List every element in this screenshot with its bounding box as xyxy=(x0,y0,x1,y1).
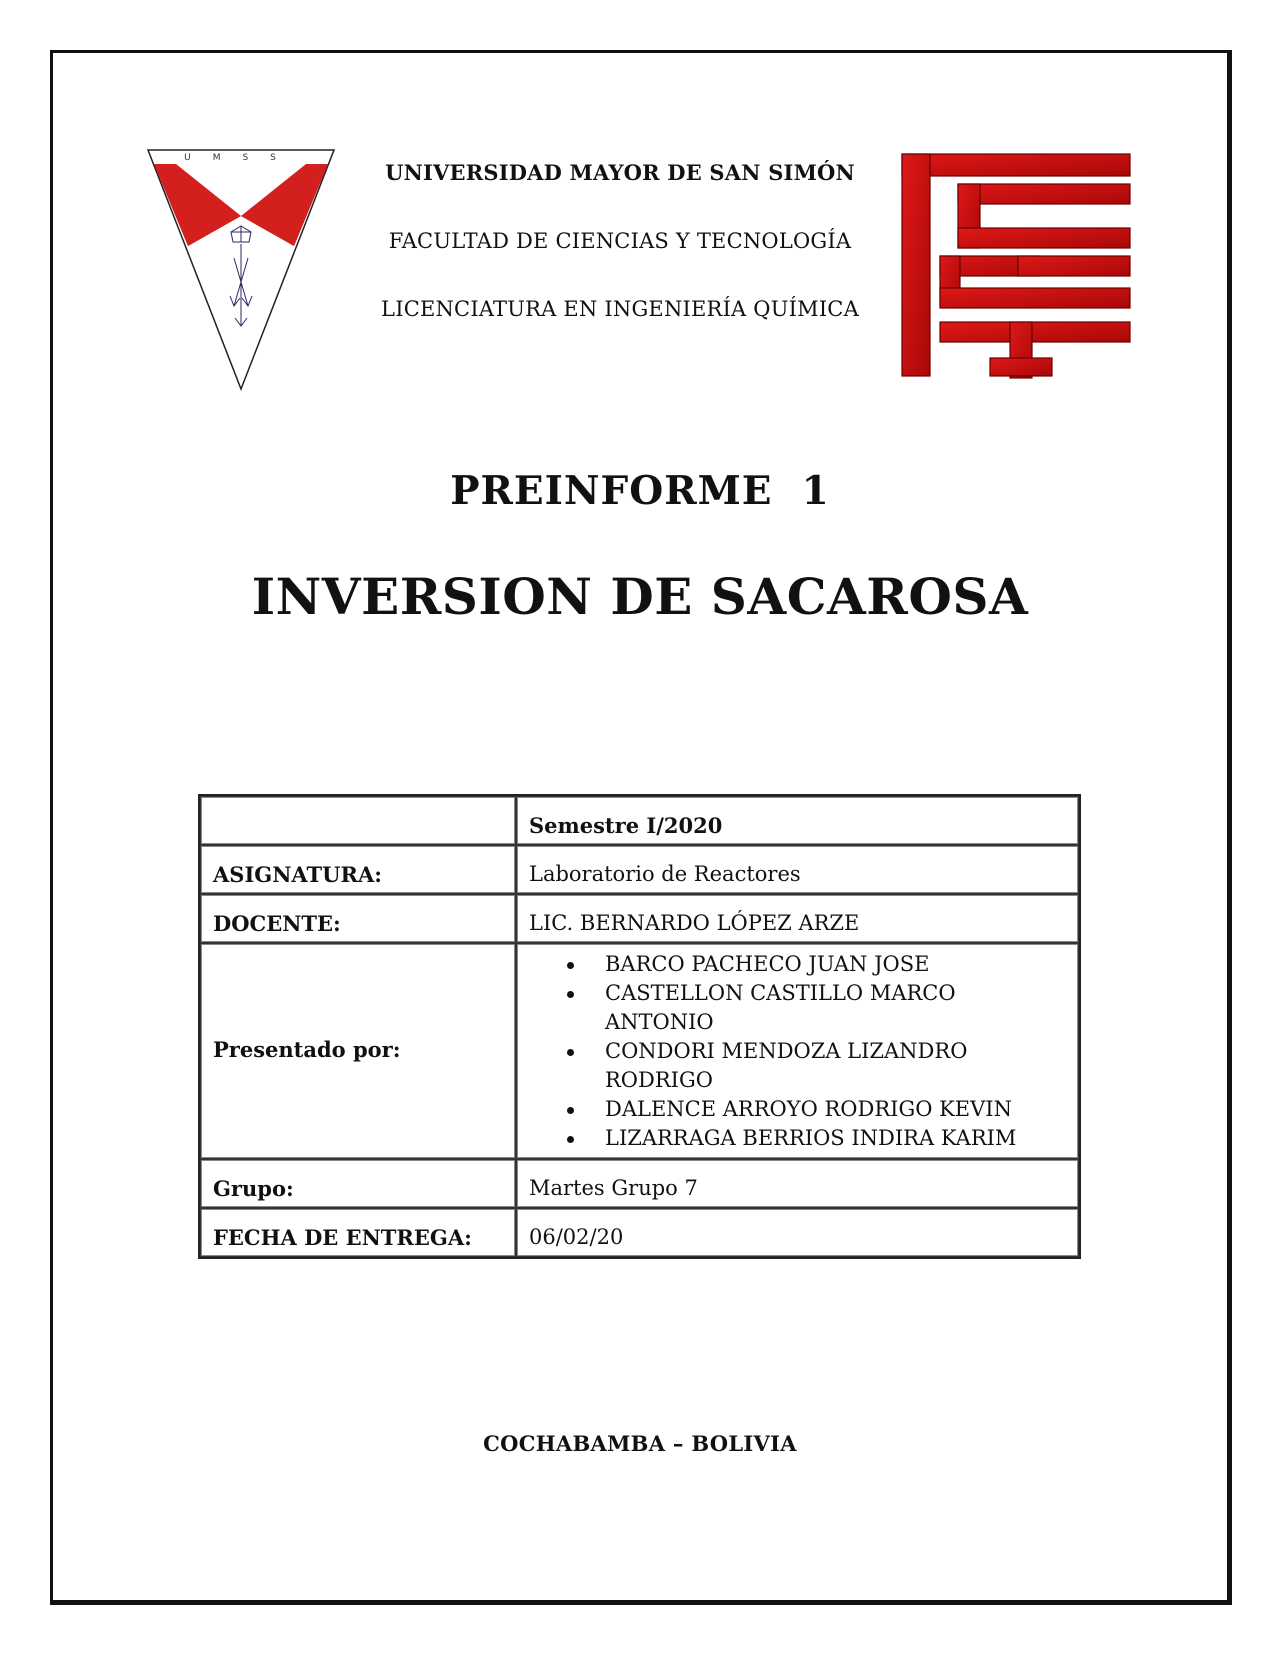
institution-header xyxy=(380,160,860,364)
umss-logo xyxy=(146,146,336,391)
list-item: DALENCE ARROYO RODRIGO KEVIN xyxy=(565,1095,1066,1124)
table-row xyxy=(200,796,1079,845)
table-row xyxy=(200,943,1079,1159)
teacher-value: LIC. BERNARDO LÓPEZ ARZE xyxy=(516,894,1079,943)
date-label: FECHA DE ENTREGA: xyxy=(200,1208,516,1257)
semester-value: Semestre I/2020 xyxy=(516,796,1079,845)
umss-letters: UMSS xyxy=(184,153,298,163)
members-list xyxy=(529,950,1066,1153)
table-row xyxy=(200,845,1079,894)
table-row xyxy=(200,1208,1079,1257)
footer-location: COCHABAMBA – BOLIVIA xyxy=(483,1431,797,1456)
group-value: Martes Grupo 7 xyxy=(516,1159,1079,1208)
faculty-name: FACULTAD DE CIENCIAS Y TECNOLOGÍA xyxy=(388,229,852,253)
list-item: CASTELLON CASTILLO MARCO ANTONIO xyxy=(565,979,1066,1037)
list-item: CONDORI MENDOZA LIZANDRO RODRIGO xyxy=(565,1037,1066,1095)
table-row xyxy=(200,894,1079,943)
fcyt-logo xyxy=(900,152,1133,380)
members-cell xyxy=(516,943,1079,1159)
program-name: LICENCIATURA EN INGENIERÍA QUÍMICA xyxy=(381,297,859,321)
university-name: UNIVERSIDAD MAYOR DE SAN SIMÓN xyxy=(385,160,855,185)
teacher-label: DOCENTE: xyxy=(200,894,516,943)
date-value: 06/02/20 xyxy=(516,1208,1079,1257)
subject-value: Laboratorio de Reactores xyxy=(516,845,1079,894)
subject-label: ASIGNATURA: xyxy=(200,845,516,894)
presented-label: Presentado por: xyxy=(200,943,516,1159)
group-label: Grupo: xyxy=(200,1159,516,1208)
list-item: LIZARRAGA BERRIOS INDIRA KARIM xyxy=(565,1124,1066,1153)
list-item: BARCO PACHECO JUAN JOSE xyxy=(565,950,1066,979)
empty-cell xyxy=(200,796,516,845)
info-table xyxy=(198,794,1081,1259)
report-label: PREINFORME 1 xyxy=(450,468,830,514)
report-title: INVERSION DE SACAROSA xyxy=(251,567,1029,626)
table-row xyxy=(200,1159,1079,1208)
